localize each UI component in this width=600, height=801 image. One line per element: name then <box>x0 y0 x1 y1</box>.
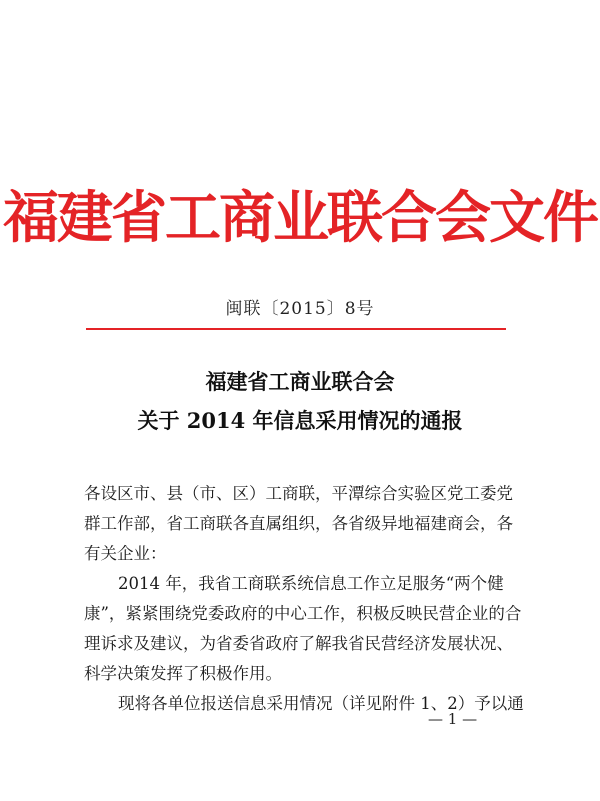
red-divider-line <box>86 328 506 330</box>
body-line-2: 群工作部，省工商联各直属组织，各省级异地福建商会，各 <box>84 514 513 533</box>
body-line-7: 科学决策发挥了积极作用。 <box>84 664 282 683</box>
body-line-8: 现将各单位报送信息采用情况（详见附件 1、2）予以通 <box>118 694 524 713</box>
page-number: — 1 — <box>428 710 478 728</box>
body-line-5: 康”，紧紧围绕党委政府的中心工作，积极反映民营企业的合 <box>84 604 522 623</box>
document-number: 闽联〔2015〕8号 <box>225 299 375 319</box>
body-line-1: 各设区市、县（市、区）工商联，平潭综合实验区党工委党 <box>84 484 513 503</box>
notice-title-line-1: 福建省工商业联合会 <box>205 369 395 394</box>
document-header-title: 福建省工商业联合会文件 <box>3 185 597 251</box>
notice-title-line-2: 关于 2014 年信息采用情况的通报 <box>137 408 463 433</box>
body-line-3: 有关企业： <box>84 544 167 563</box>
body-line-4: 2014 年，我省工商联系统信息工作立足服务“两个健 <box>118 574 504 593</box>
body-line-6: 理诉求及建议，为省委省政府了解我省民营经济发展状况、 <box>84 634 513 653</box>
